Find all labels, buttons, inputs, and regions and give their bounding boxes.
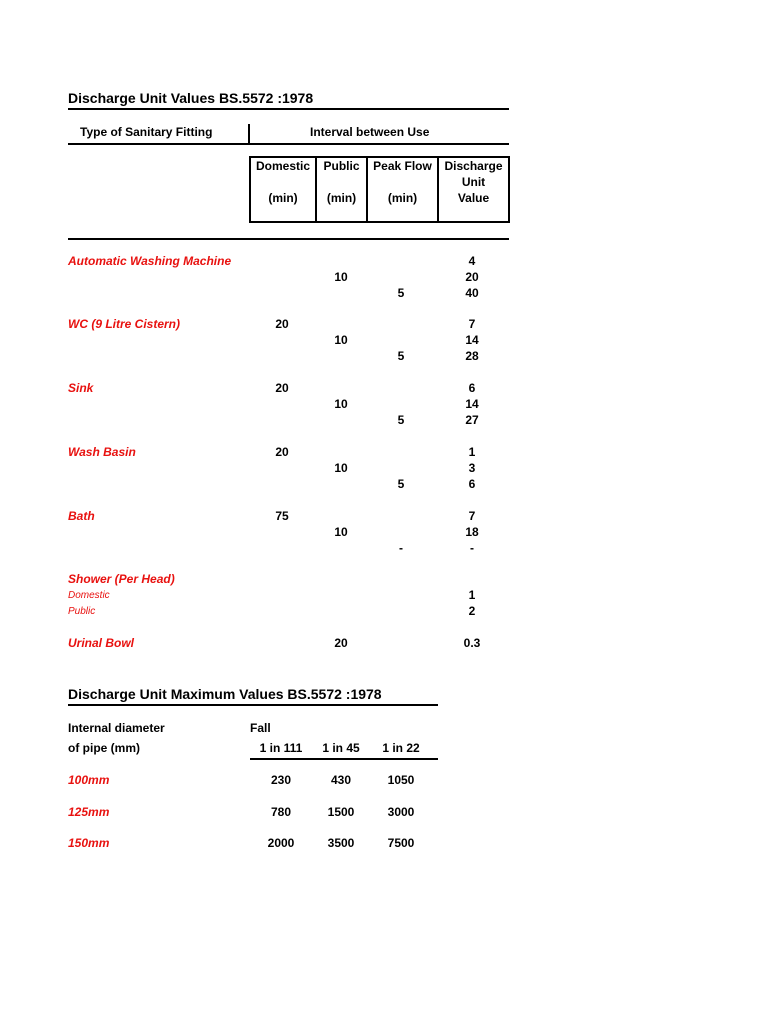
fitting-name: WC (9 Litre Cistern) bbox=[68, 317, 181, 331]
table2-title-underline bbox=[68, 704, 438, 706]
fitting-name: Bath bbox=[68, 509, 95, 523]
domestic-value: 20 bbox=[275, 381, 289, 395]
du-value: 6 bbox=[468, 477, 476, 491]
public-value: 10 bbox=[334, 333, 348, 347]
du-value: 2 bbox=[468, 604, 476, 618]
fall-col-header: 1 in 111 bbox=[259, 741, 303, 755]
pipe-size: 100mm bbox=[68, 773, 110, 787]
fitting-name: Urinal Bowl bbox=[68, 636, 135, 650]
max-du-value: 430 bbox=[330, 773, 352, 787]
public-value: 10 bbox=[334, 525, 348, 539]
public-value: 10 bbox=[334, 270, 348, 284]
pipe-size: 125mm bbox=[68, 805, 110, 819]
fitting-name: Automatic Washing Machine bbox=[68, 254, 232, 268]
diameter-label-2: of pipe (mm) bbox=[68, 741, 140, 755]
max-du-value: 3000 bbox=[387, 805, 415, 819]
max-du-value: 2000 bbox=[267, 836, 295, 850]
fall-col-header: 1 in 22 bbox=[382, 741, 420, 755]
shower-public-label: Public bbox=[68, 606, 96, 617]
max-du-value: 1500 bbox=[327, 805, 355, 819]
max-du-value: 3500 bbox=[327, 836, 355, 850]
public-value: 10 bbox=[334, 397, 348, 411]
peak-value: 5 bbox=[397, 413, 405, 427]
domestic-value: 75 bbox=[275, 509, 289, 523]
du-value: 27 bbox=[465, 413, 479, 427]
pipe-size: 150mm bbox=[68, 836, 110, 850]
max-du-value: 230 bbox=[270, 773, 292, 787]
du-value: 14 bbox=[465, 397, 479, 411]
peak-value: - bbox=[399, 541, 403, 555]
du-value: 3 bbox=[468, 461, 476, 475]
max-du-value: 7500 bbox=[387, 836, 415, 850]
max-du-value: 1050 bbox=[387, 773, 415, 787]
du-value: 4 bbox=[468, 254, 476, 268]
fitting-name: Shower (Per Head) bbox=[68, 572, 175, 586]
domestic-value: 20 bbox=[275, 317, 289, 331]
col-public-header: Public (min) bbox=[323, 159, 360, 205]
du-value: 7 bbox=[468, 317, 476, 331]
du-value: 0.3 bbox=[463, 636, 481, 650]
du-value: 1 bbox=[468, 588, 476, 602]
col-domestic-header: Domestic (min) bbox=[255, 159, 311, 205]
du-value: 6 bbox=[468, 381, 476, 395]
fitting-type-header: Type of Sanitary Fitting bbox=[80, 125, 213, 139]
du-value: 7 bbox=[468, 509, 476, 523]
du-value: 28 bbox=[465, 349, 479, 363]
title-underline bbox=[68, 108, 509, 110]
body-top-rule bbox=[68, 238, 509, 240]
header-underline bbox=[68, 143, 509, 145]
col-peak-header: Peak Flow (min) bbox=[373, 159, 432, 205]
shower-domestic-label: Domestic bbox=[68, 590, 110, 601]
interval-header: Interval between Use bbox=[310, 125, 430, 139]
du-value: 18 bbox=[465, 525, 479, 539]
fall-col-header: 1 in 45 bbox=[322, 741, 360, 755]
fall-label: Fall bbox=[250, 721, 271, 735]
public-value: 20 bbox=[334, 636, 348, 650]
colbox-right bbox=[508, 156, 510, 223]
du-value: 40 bbox=[465, 286, 479, 300]
domestic-value: 20 bbox=[275, 445, 289, 459]
fitting-name: Wash Basin bbox=[68, 445, 136, 459]
colbox-bottom bbox=[249, 221, 509, 223]
col-discharge-header: Discharge Unit Value bbox=[444, 159, 503, 205]
du-value: 14 bbox=[465, 333, 479, 347]
peak-value: 5 bbox=[397, 349, 405, 363]
table2-header-underline bbox=[250, 758, 438, 760]
peak-value: 5 bbox=[397, 286, 405, 300]
du-value: 20 bbox=[465, 270, 479, 284]
table2-title: Discharge Unit Maximum Values BS.5572 :1978 bbox=[68, 686, 382, 702]
public-value: 10 bbox=[334, 461, 348, 475]
fitting-name: Sink bbox=[68, 381, 94, 395]
diameter-label-1: Internal diameter bbox=[68, 721, 165, 735]
du-value: 1 bbox=[468, 445, 476, 459]
max-du-value: 780 bbox=[270, 805, 292, 819]
peak-value: 5 bbox=[397, 477, 405, 491]
header-divider bbox=[248, 124, 250, 143]
du-value: - bbox=[470, 541, 474, 555]
table1-title: Discharge Unit Values BS.5572 :1978 bbox=[68, 90, 314, 106]
